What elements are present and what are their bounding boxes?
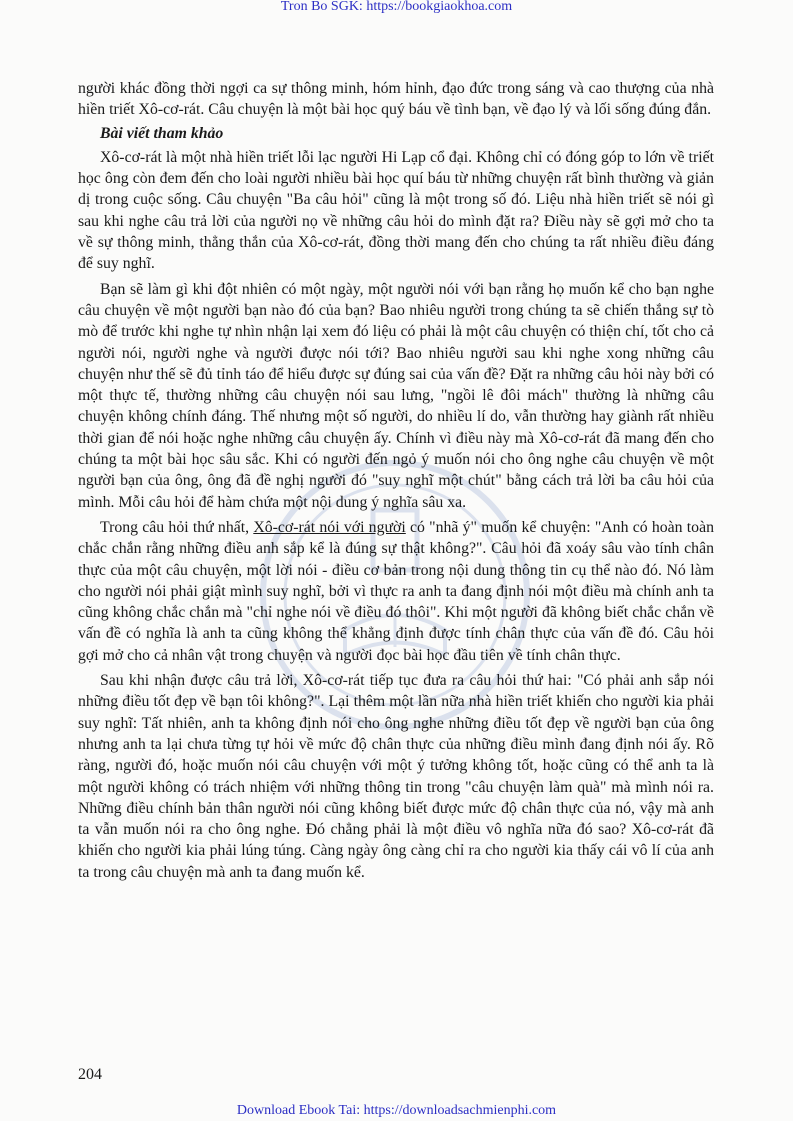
footer-link[interactable]: Download Ebook Tai: https://downloadsachmienphi.com	[236, 1103, 557, 1118]
section-heading: Bài viết tham khảo	[100, 124, 224, 142]
header-link[interactable]: Tron Bo SGK: https://bookgiaokhoa.com	[280, 0, 513, 14]
paragraph-2: Bạn sẽ làm gì khi đột nhiên có một ngày, một người nói với bạn rằng họ muốn kể cho bạn nghe câu chuyện về một người bạn nào đó của bạn? Bao nhiêu người trong chúng ta sẽ chiến thắng sự tò mò để trước khi nghe tự nhìn nhận lại xem đó liệu có phải là một câu chuyện có thiện chí, tốt cho cả người nói, người nghe và người được nói tới? Bao nhiêu người sau khi nghe xong những câu chuyện như thế sẽ đủ tỉnh táo để hiểu được sự đúng sai của vấn đề? Đặt ra những câu hỏi này bởi có một thực tế, thường những câu chuyện nói sau lưng, "ngồi lê đôi mách" thường là những câu chuyện không chính đáng. Thế nhưng một số người, do nhiều lí do, vẫn thường hay giành rất nhiều thời gian để nói hoặc nghe những câu chuyện ấy. Chính vì điều này mà Xô-cơ-rát đã mang đến cho chúng ta một bài học sâu sắc. Khi có người đến ngỏ ý muốn nói cho ông nghe câu chuyện về một người bạn của ông, ông đã đề nghị người đó "suy nghĩ một chút" bằng cách trả lời ba câu hỏi của mình. Mỗi câu hỏi để hàm chứa một nội dung ý nghĩa sâu xa.	[78, 280, 714, 511]
paragraph-3-rest: có "nhã ý" muốn kể chuyện: "Anh có hoàn toàn chắc chắn rằng những điều anh sắp kể là đúng sự thật không?". Câu hỏi đã xoáy sâu vào tính chân thực của một câu chuyện, một lời nói - điều cơ bản trong nội dung thông tin cụ thể nào đó. Nó làm cho người nói phải giật mình suy nghĩ, bởi vì thực ra anh ta đang định nói một điều mà chính anh ta cũng không chắc chắn mà "chỉ nghe nói về điều đó thôi". Khi một người đã không biết chắc chắn về vấn đề có nghĩa là anh ta cũng không thể khẳng định được tính chân thực của vấn đề đó. Câu hỏi gợi mở cho cả nhân vật trong chuyện và người đọc bài học đầu tiên về tính chân thực.	[78, 518, 714, 664]
intro-paragraph: người khác đồng thời ngợi ca sự thông minh, hóm hỉnh, đạo đức trong sáng và cao thượng của nhà hiền triết Xô-cơ-rát. Câu chuyện là một bài học quý báu về tình bạn, về đạo lý và lối sống đúng đắn.	[78, 80, 714, 119]
paragraph-3-start: Trong câu hỏi thứ nhất,	[100, 518, 254, 536]
main-text	[78, 78, 714, 883]
page-number: 204	[78, 1066, 102, 1083]
paragraph-3	[78, 517, 714, 666]
underlined-phrase: Xô-cơ-rát nói với người	[253, 518, 406, 536]
paragraph-4: Sau khi nhận được câu trả lời, Xô-cơ-rát tiếp tục đưa ra câu hỏi thứ hai: "Có phải anh sắp nói những điều tốt đẹp về bạn tôi không?". Lại thêm một lần nữa nhà hiền triết khiến cho người kia phải suy nghĩ: Tất nhiên, anh ta không định nói cho ông nghe những điều tốt đẹp về người bạn của ông nhưng anh ta lại chưa từng tự hỏi về mức độ chân thực của những điều mình đang định nói ấy. Rõ ràng, người đó, hoặc muốn nói câu chuyện với một ý tưởng không tốt, hoặc cũng có thể anh ta là một người không có trách nhiệm với những thông tin trong "câu chuyện làm quà" mà mình nói ra. Những điều chính bản thân người nói cũng không biết được mức độ chân thực của nó, vậy mà anh ta vẫn muốn nói ra cho ông nghe. Đó chẳng phải là một điều vô nghĩa nữa đó sao? Xô-cơ-rát đã khiến cho người kia phải lúng túng. Càng ngày ông càng chỉ ra cho người kia thấy cái vô lí của anh ta trong câu chuyện mà anh ta đang muốn kể.	[78, 672, 714, 881]
paragraph-1: Xô-cơ-rát là một nhà hiền triết lỗi lạc người Hi Lạp cổ đại. Không chỉ có đóng góp to lớn về triết học ông còn đem đến cho loài người nhiều bài học quí báu từ những chuyện rất bình thường và giản dị trong cuộc sống. Câu chuyện "Ba câu hỏi" cũng là một trong số đó. Liệu nhà hiền triết sẽ nói gì sau khi nghe câu trả lời của người nọ về những câu hỏi do mình đặt ra? Điều này sẽ gợi mở cho ta về sự thông minh, thẳng thắn của Xô-cơ-rát, đồng thời mang đến cho chúng ta rất nhiều điều đáng để suy nghĩ.	[78, 148, 714, 273]
